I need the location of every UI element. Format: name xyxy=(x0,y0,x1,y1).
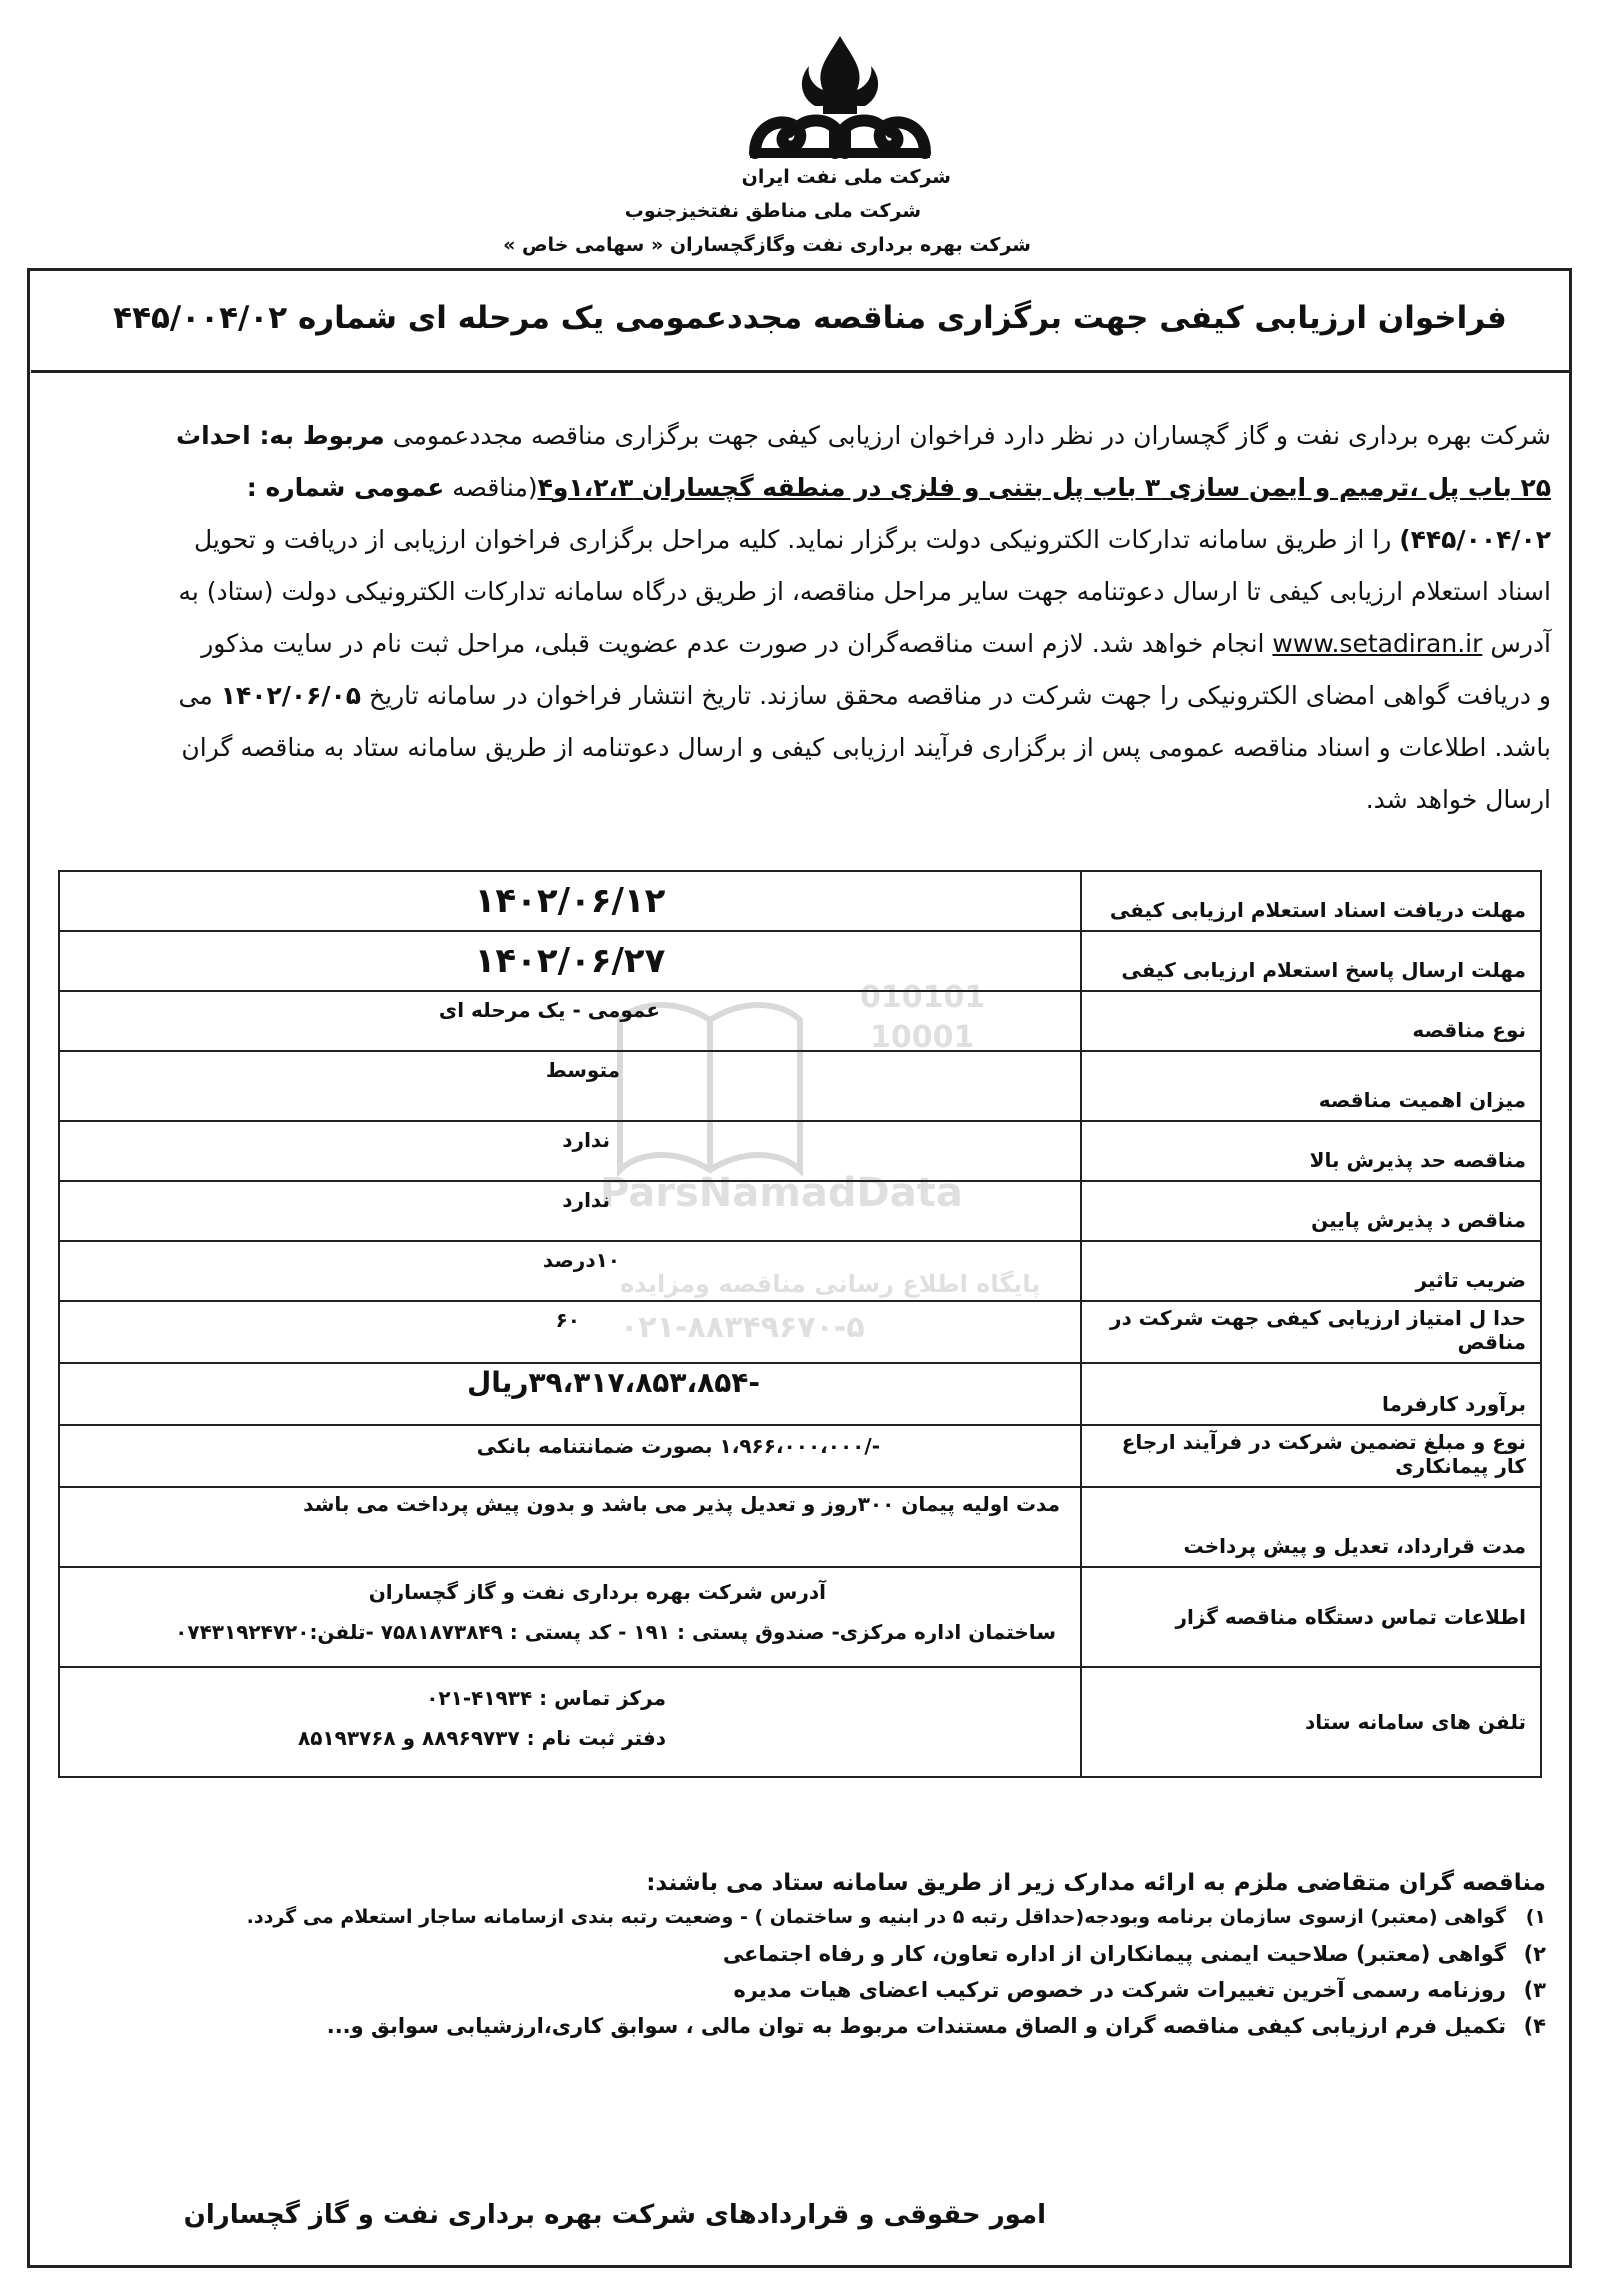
setad-call-center: مرکز تماس : ۴۱۹۳۴-۰۲۱ xyxy=(426,1686,666,1710)
p1-bold: مربوط به: احداث xyxy=(176,421,385,450)
row-value xyxy=(59,1567,1081,1667)
row-label: مدت قرارداد، تعدیل و پیش پرداخت xyxy=(1081,1487,1541,1567)
table-row xyxy=(59,1121,1541,1181)
row-label: ضریب تاثیر xyxy=(1081,1241,1541,1301)
paragraph-line-2 xyxy=(56,462,1551,513)
requirement-text: گواهی (معتبر) ازسوی سازمان برنامه وبودجه(حداقل رتبه ۵ در ابنیه و ساختمان ) - وضعیت رتبه بندی ازسامانه ساجار استعلام می گردد. xyxy=(246,1906,1506,1928)
requirement-item xyxy=(723,1942,1546,1966)
p2-bold: ۲۵ باب پل ،ترمیم و ایمن سازی ۳ باب پل بتنی و فلزی در منطقه گچساران ۱،۲،۳و۴ xyxy=(537,473,1551,502)
row-label: برآورد کارفرما xyxy=(1081,1363,1541,1425)
requirement-text: روزنامه رسمی آخرین تغییرات شرکت در خصوص ترکیب اعضای هیات مدیره xyxy=(733,1978,1506,2002)
table-row xyxy=(59,1051,1541,1121)
table-row xyxy=(59,1181,1541,1241)
requirement-item xyxy=(247,1906,1546,1928)
row-label: تلفن های سامانه ستاد xyxy=(1081,1667,1541,1777)
requirement-number: ۴) xyxy=(1523,2014,1546,2038)
paragraph-line-3 xyxy=(56,514,1551,565)
row-value: -۳۹،۳۱۷،۸۵۳،۸۵۴ریال xyxy=(59,1363,1081,1425)
watermark-binary-2: 10001 xyxy=(870,1020,975,1055)
row-label: مناقصه حد پذیرش بالا xyxy=(1081,1121,1541,1181)
requirement-number: ۳) xyxy=(1523,1978,1546,2002)
row-label: نوع مناقصه xyxy=(1081,991,1541,1051)
row-value: متوسط xyxy=(59,1051,1081,1121)
table-row xyxy=(59,1667,1541,1777)
row-label: میزان اهمیت مناقصه xyxy=(1081,1051,1541,1121)
table-row xyxy=(59,1301,1541,1363)
row-value: ندارد xyxy=(59,1181,1081,1241)
p5-text-a: آدرس xyxy=(1482,629,1551,658)
table-row xyxy=(59,931,1541,991)
requirement-text: گواهی (معتبر) صلاحیت ایمنی پیمانکاران از اداره تعاون، کار و رفاه اجتماعی xyxy=(722,1942,1506,1966)
paragraph-line-1 xyxy=(56,410,1551,461)
table-row xyxy=(59,1567,1541,1667)
footer-signature: امور حقوقی و قراردادهای شرکت بهره برداری نفت و گاز گچساران xyxy=(183,2200,1046,2230)
row-value: ۱۰درصد xyxy=(59,1241,1081,1301)
watermark-brand: ParsNamadData xyxy=(600,1170,963,1216)
table-row xyxy=(59,1363,1541,1425)
p6-text-b: می xyxy=(178,681,221,710)
row-label: نوع و مبلغ تضمین شرکت در فرآیند ارجاع کار پیمانکاری xyxy=(1081,1425,1541,1487)
tender-info-table xyxy=(58,870,1542,1778)
row-label: حدا ل امتیاز ارزیابی کیفی جهت شرکت در مناقص xyxy=(1081,1301,1541,1363)
paragraph-line-7: باشد. اطلاعات و اسناد مناقصه عمومی پس از برگزاری فرآیند ارزیابی کیفی و ارسال دعوتنامه از طریق سامانه ستاد به مناقصه گران xyxy=(181,733,1551,762)
title-divider xyxy=(31,370,1571,373)
nioc-logo xyxy=(735,28,945,163)
table-row xyxy=(59,1241,1541,1301)
publish-date: ۱۴۰۲/۰۶/۰۵ xyxy=(220,681,362,710)
table-row xyxy=(59,1487,1541,1567)
row-label: اطلاعات تماس دستگاه مناقصه گزار xyxy=(1081,1567,1541,1667)
p6-text-a: و دریافت گواهی امضای الکترونیکی را جهت شرکت در مناقصه محقق سازند. تاریخ انتشار فراخوان در سامانه تاریخ xyxy=(361,681,1551,710)
paragraph-line-8: ارسال خواهد شد. xyxy=(1365,785,1551,814)
requirement-number: ۱) xyxy=(1525,1906,1546,1928)
row-value: -/۱،۹۶۶،۰۰۰،۰۰۰ بصورت ضمانتنامه بانکی xyxy=(59,1425,1081,1487)
row-label: مناقص د پذیرش پایین xyxy=(1081,1181,1541,1241)
row-value: ندارد xyxy=(59,1121,1081,1181)
watermark-phone: ۰۲۱-۸۸۳۴۹۶۷۰-۵ xyxy=(620,1310,865,1345)
p2-number-label: عمومی شماره : xyxy=(246,473,445,502)
requirement-item xyxy=(327,2014,1546,2038)
watermark-tagline: پایگاه اطلاع رسانی مناقصه ومزایده xyxy=(620,1270,1041,1298)
watermark-binary-1: 010101 xyxy=(860,980,986,1015)
contact-address: آدرس شرکت بهره برداری نفت و گاز گچساران xyxy=(368,1580,826,1604)
contact-details: ساختمان اداره مرکزی- صندوق پستی : ۱۹۱ - کد پستی : ۷۵۸۱۸۷۳۸۴۹ -تلفن:۰۷۴۳۱۹۲۴۷۲۰ xyxy=(175,1620,1056,1644)
row-value: ۱۴۰۲/۰۶/۱۲ xyxy=(59,871,1081,931)
paragraph-line-4: اسناد استعلام ارزیابی کیفی تا ارسال دعوتنامه جهت سایر مراحل مناقصه، از طریق درگاه سامانه تدارکات الکترونیکی دولت (ستاد) به xyxy=(178,577,1551,606)
setad-registration: دفتر ثبت نام : ۸۸۹۶۹۷۳۷ و ۸۵۱۹۳۷۶۸ xyxy=(297,1726,666,1750)
row-value: عمومی - یک مرحله ای xyxy=(59,991,1081,1051)
table-row xyxy=(59,1425,1541,1487)
row-value: مدت اولیه پیمان ۳۰۰روز و تعدیل پذیر می باشد و بدون پیش پرداخت می باشد xyxy=(59,1487,1081,1567)
requirement-text: تکمیل فرم ارزیابی کیفی مناقصه گران و الصاق مستندات مربوط به توان مالی ، سوابق کاری،ارزشیابی سوابق و... xyxy=(326,2014,1506,2038)
requirement-item xyxy=(733,1978,1546,2002)
company-line-2: شرکت ملی مناطق نفتخیزجنوب xyxy=(624,200,921,222)
row-value: ۶۰ xyxy=(59,1301,1081,1363)
company-line-3: شرکت بهره برداری نفت وگازگچساران « سهامی خاص » xyxy=(503,234,1031,256)
requirements-heading: مناقصه گران متقاضی ملزم به ارائه مدارک زیر از طریق سامانه ستاد می باشند: xyxy=(646,1870,1546,1896)
requirement-number: ۲) xyxy=(1523,1942,1546,1966)
notice-title: فراخوان ارزیابی کیفی جهت برگزاری مناقصه مجددعمومی یک مرحله ای شماره ۴۴۵/۰۰۴/۰۲ xyxy=(113,300,1507,336)
table-row xyxy=(59,991,1541,1051)
paragraph-line-5 xyxy=(56,618,1551,669)
row-label: مهلت دریافت اسناد استعلام ارزیابی کیفی xyxy=(1081,871,1541,931)
company-line-1: شرکت ملی نفت ایران xyxy=(741,166,951,188)
p5-text-b: انجام خواهد شد. لازم است مناقصه‌گران در صورت عدم عضویت قبلی، مراحل ثبت نام در سایت مذکور xyxy=(201,629,1273,658)
setadiran-link[interactable]: www.setadiran.ir xyxy=(1272,629,1483,658)
table-row xyxy=(59,871,1541,931)
paragraph-line-6 xyxy=(56,670,1551,721)
p3-number: ۴۴۵/۰۰۴/۰۲) xyxy=(1399,525,1551,554)
row-value xyxy=(59,1667,1081,1777)
p2-text: (مناقصه xyxy=(444,473,538,502)
p1-text: شرکت بهره برداری نفت و گاز گچساران در نظر دارد فراخوان ارزیابی کیفی جهت برگزاری مناقصه مجددعمومی xyxy=(384,421,1551,450)
row-label: مهلت ارسال پاسخ استعلام ارزیابی کیفی xyxy=(1081,931,1541,991)
p3-text: را از طریق سامانه تدارکات الکترونیکی دولت برگزار نماید. کلیه مراحل برگزاری فراخوان ارزیابی از دریافت و تحویل xyxy=(193,525,1400,554)
row-value: ۱۴۰۲/۰۶/۲۷ xyxy=(59,931,1081,991)
